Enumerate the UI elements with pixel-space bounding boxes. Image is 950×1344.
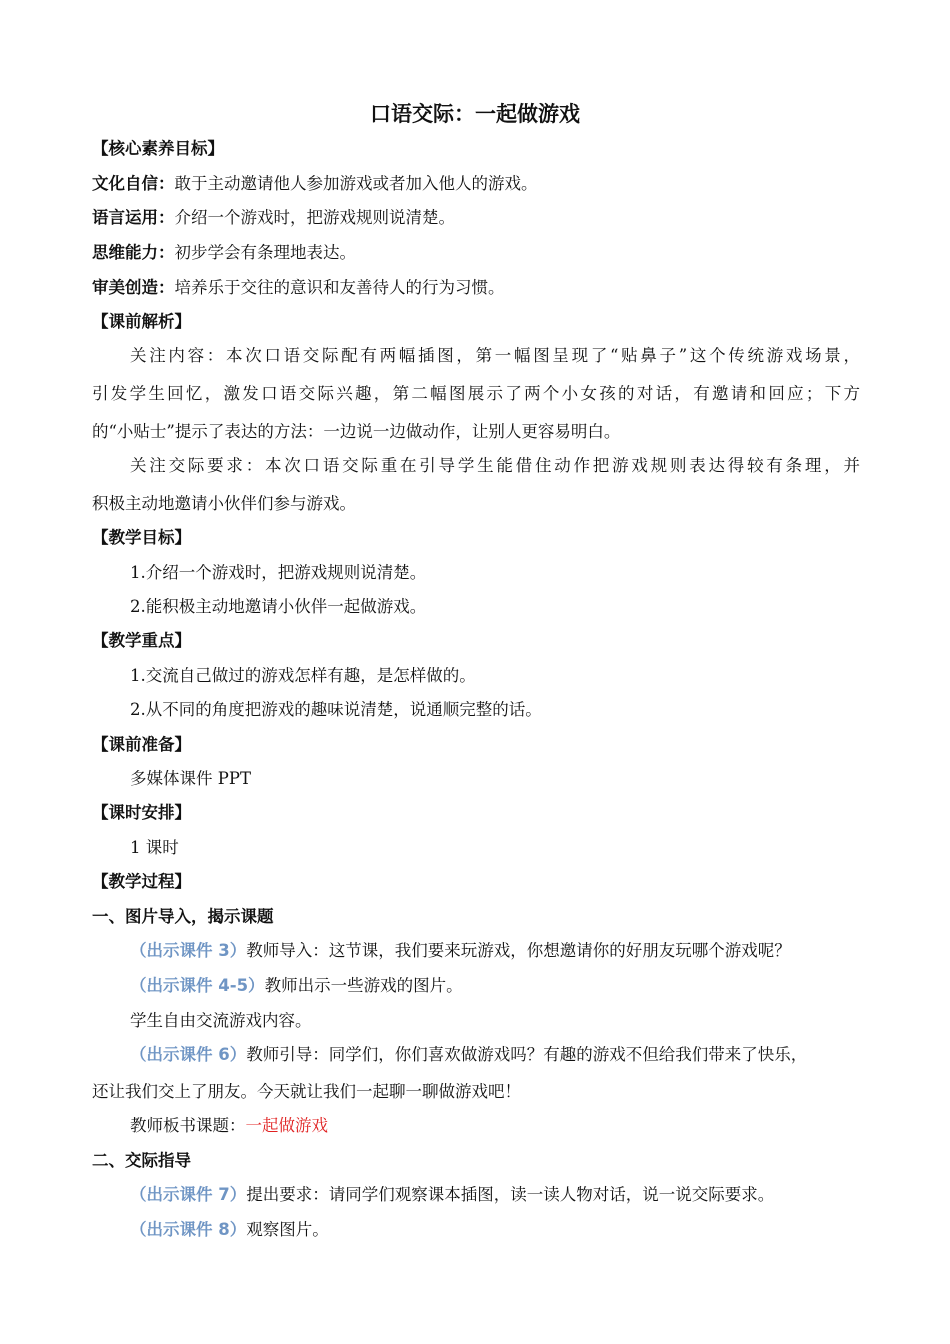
core-text: 初步学会有条理地表达。 <box>174 243 356 262</box>
process-text: 观察图片。 <box>246 1220 329 1239</box>
key-heading: 【教学重点】 <box>92 631 191 650</box>
courseware-tag: （出示课件 6） <box>130 1045 247 1064</box>
part1-heading: 一、图片导入，揭示课题 <box>92 907 274 926</box>
core-label: 文化自信： <box>92 174 175 193</box>
goals-heading: 【教学目标】 <box>92 528 191 547</box>
core-label: 思维能力： <box>92 243 175 262</box>
process-heading: 【教学过程】 <box>92 872 191 891</box>
key-item: 1.交流自己做过的游戏怎样有趣，是怎样做的。 <box>130 666 476 685</box>
schedule-text: 1 课时 <box>130 838 179 857</box>
process-text: 教师出示一些游戏的图片。 <box>264 976 463 995</box>
courseware-tag: （出示课件 3） <box>130 941 247 960</box>
courseware-tag: （出示课件 7） <box>130 1185 247 1204</box>
core-item-language <box>92 207 872 229</box>
core-item-culture <box>92 173 872 195</box>
board-title: 一起做游戏 <box>245 1116 328 1135</box>
process-line: 还让我们交上了朋友。今天就让我们一起聊一聊做游戏吧！ <box>92 1082 521 1101</box>
analysis-line: 关注内容：本次口语交际配有两幅插图，第一幅图呈现了“贴鼻子”这个传统游戏场景， <box>130 346 860 365</box>
process-line <box>130 1219 872 1241</box>
courseware-tag: （出示课件 8） <box>130 1220 247 1239</box>
process-line <box>130 940 872 962</box>
core-item-thinking <box>92 242 872 264</box>
process-line: 学生自由交流游戏内容。 <box>130 1011 312 1030</box>
process-line <box>130 1184 872 1206</box>
core-text: 介绍一个游戏时，把游戏规则说清楚。 <box>174 208 455 227</box>
goal-item: 2.能积极主动地邀请小伙伴一起做游戏。 <box>130 597 427 616</box>
core-label: 语言运用： <box>92 208 175 227</box>
core-label: 审美创造： <box>92 278 175 297</box>
analysis-heading: 【课前解析】 <box>92 312 191 331</box>
goal-item: 1.介绍一个游戏时，把游戏规则说清楚。 <box>130 563 427 582</box>
core-heading: 【核心素养目标】 <box>92 139 224 158</box>
process-text: 教师引导：同学们，你们喜欢做游戏吗？有趣的游戏不但给我们带来了快乐， <box>246 1045 808 1064</box>
process-line <box>130 1115 872 1137</box>
courseware-tag: （出示课件 4-5） <box>130 976 265 995</box>
process-line <box>130 1044 872 1066</box>
process-text: 教师板书课题： <box>130 1116 246 1135</box>
prep-heading: 【课前准备】 <box>92 735 191 754</box>
core-item-aesthetic <box>92 277 872 299</box>
analysis-line: 的“小贴士”提示了表达的方法：一边说一边做动作，让别人更容易明白。 <box>92 422 621 441</box>
part2-heading: 二、交际指导 <box>92 1151 191 1170</box>
analysis-line: 引发学生回忆，激发口语交际兴趣，第二幅图展示了两个小女孩的对话，有邀请和回应；下方 <box>92 384 860 403</box>
core-text: 敢于主动邀请他人参加游戏或者加入他人的游戏。 <box>174 174 538 193</box>
process-text: 提出要求：请同学们观察课本插图，读一读人物对话，说一说交际要求。 <box>246 1185 775 1204</box>
prep-text: 多媒体课件 PPT <box>130 769 251 788</box>
process-text: 教师导入：这节课，我们要来玩游戏，你想邀请你的好朋友玩哪个游戏呢？ <box>246 941 791 960</box>
core-text: 培养乐于交往的意识和友善待人的行为习惯。 <box>174 278 505 297</box>
analysis-line: 积极主动地邀请小伙伴们参与游戏。 <box>92 494 356 513</box>
schedule-heading: 【课时安排】 <box>92 803 191 822</box>
key-item: 2.从不同的角度把游戏的趣味说清楚，说通顺完整的话。 <box>130 700 542 719</box>
analysis-line: 关注交际要求：本次口语交际重在引导学生能借住动作把游戏规则表达得较有条理，并 <box>130 456 860 475</box>
process-line <box>130 975 872 997</box>
document-title: 口语交际：一起做游戏 <box>370 102 580 126</box>
